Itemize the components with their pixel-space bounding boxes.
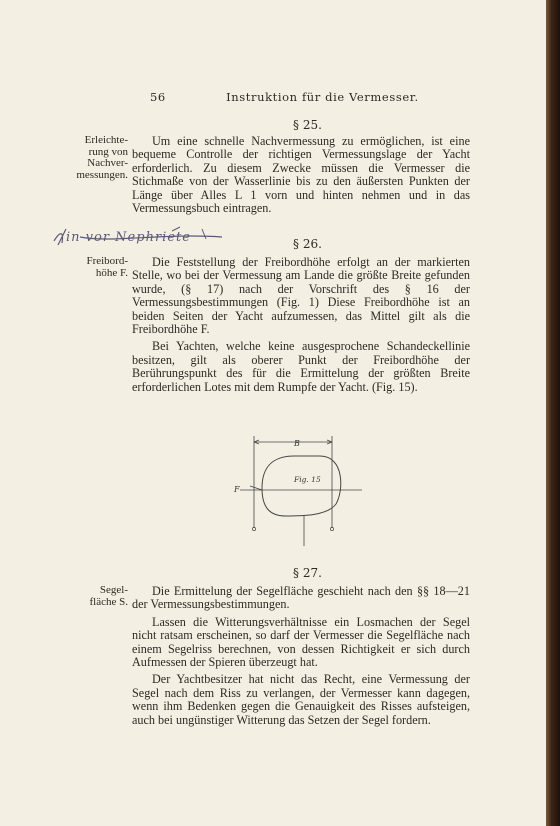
paragraph: Bei Yachten, welche keine ausgesprochene Schandeckellinie besitzen, gilt als oberer Punkt der Freibordhöhe der Berührungspunkt des für die Ermittelung der größten Breite erforderlichen Lotes mit dem Rumpfe der Yacht. (Fig. 15).	[132, 339, 470, 394]
figure-15	[222, 430, 367, 550]
paragraph: Um eine schnelle Nachvermessung zu ermöglichen, ist eine bequeme Controlle der richtigen Vermessungslage der Yacht erforderlich. Zu diesem Zwecke müssen die Vermesser die Stichmaße von der Wasserlinie bis zu den äußersten Punkten der Länge über Alles L 1 vorn und hinten nehmen und in das Vermessungsbuch eintragen.	[132, 134, 470, 216]
running-title: Instruktion für die Vermesser.	[226, 90, 419, 104]
book-spine-edge	[546, 0, 560, 826]
section-body-26	[132, 256, 470, 394]
margin-line: rung von	[88, 145, 128, 158]
hull-diagram	[222, 430, 367, 550]
figure-caption: Fig. 15	[294, 475, 321, 484]
section-body-27	[132, 585, 470, 727]
paragraph: Lassen die Witterungsverhältnisse ein Losmachen der Segel nicht ratsam erscheinen, so darf der Vermesser die Segelfläche nach einem Segelriss berechnen, von dessen Richtigkeit er sich durch Aufmessen der Spieren überzeugt hat.	[132, 614, 470, 670]
margin-line: Freibord-	[86, 255, 128, 267]
margin-note-freibordhoehe	[58, 256, 128, 279]
paragraph: Der Yachtbesitzer hat nicht das Recht, eine Vermessung der Segel nach dem Riss zu verlangen, der Vermesser kann dagegen, wenn ihm Bedenken gegen die Genauigkeit des Risses aufsteigen, auch bei ungünstiger Witterung das Setzen der Segel fordern.	[132, 672, 470, 727]
margin-note-segelflaeche	[58, 585, 128, 608]
section-heading-27: § 27.	[293, 566, 322, 580]
margin-line: Erleichte-	[84, 134, 128, 146]
section-heading-25: § 25.	[293, 118, 322, 132]
margin-line: höhe F.	[95, 266, 128, 279]
margin-line: fläche S.	[89, 595, 128, 608]
page-number: 56	[150, 90, 166, 104]
figure-label-b: B	[294, 439, 300, 448]
handwritten-annotation	[52, 225, 252, 251]
margin-line: Segel-	[99, 584, 128, 596]
handwritten-text: in vor Nephriete	[66, 230, 191, 245]
figure-label-f: F	[234, 485, 240, 494]
margin-note-nachvermessungen	[58, 135, 128, 181]
paragraph: Die Feststellung der Freibordhöhe erfolgt an der markierten Stelle, wo bei der Vermessung am Lande die größte Breite gefunden wurde, (§ 17) nach der Vorschrift des § 16 der Vermessungsbestimmungen (Fig. 1) Diese Freibordhöhe ist an beiden Seiten der Yacht aufzumessen, das Mittel gilt als die Freibordhöhe F.	[132, 255, 470, 337]
section-body-25	[132, 135, 470, 215]
section-heading-26: § 26.	[293, 237, 322, 251]
running-header	[150, 90, 419, 104]
margin-line: Nachver-	[87, 157, 128, 169]
paragraph: Die Ermittelung der Segelfläche geschieht nach den §§ 18—21 der Vermessungsbestimmungen.	[132, 584, 470, 612]
margin-line: messungen.	[76, 168, 128, 181]
